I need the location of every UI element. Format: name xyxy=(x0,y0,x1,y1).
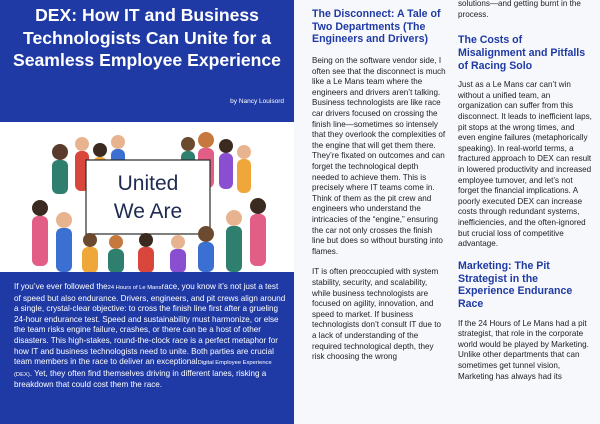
dex-link[interactable]: Digital Employee Experience (DEX) xyxy=(14,360,272,378)
article-column-2 xyxy=(458,0,592,382)
byline: by Nancy Louisord xyxy=(230,98,284,105)
le-mans-link[interactable]: 24 Hours of Le Mans xyxy=(107,285,162,291)
section-heading-disconnect: The Disconnect: A Tale of Two Departments (The Engineers and Drivers) xyxy=(312,8,441,46)
paragraph: IT is often preoccupied with system stability, security, and scalability, while business technologists are focused on agility, innovation, and speed to market. If business technologists don’t consult IT due to a lack of understanding of the required technological depth, they risk choosing the wrong xyxy=(312,267,441,362)
sign-text-line2: We Are xyxy=(113,200,183,223)
intro-text-1: If you’ve ever followed the xyxy=(14,282,108,291)
article-column-1 xyxy=(312,0,446,363)
team-illustration xyxy=(0,122,294,272)
united-we-are-illustration xyxy=(0,122,294,272)
intro-paragraph xyxy=(14,282,286,391)
section-heading-misalignment: The Costs of Misalignment and Pitfalls of Racing Solo xyxy=(458,34,586,72)
intro-text-2: race, you know it’s not just a test of speed but also endurance. Drivers, engineers, and pit crews align around a single, crystal-clear objective: to cross the finish line first after a grueling 24-hour endurance test. Speed and sustainability must harmonize, or else the team risks engine failure, crashes, or there can be a host of other disasters. This high-stakes, round-the-clock race is a perfect metaphor for how IT and business technologists need to unite. Both parties are crucial team members in the race to deliver an exceptional xyxy=(14,282,286,367)
article-title: DEX: How IT and Business Technologists Can Unite for a Seamless Employee Experience xyxy=(13,5,281,70)
paragraph: Being on the software vendor side, I often see that the disconnect is much like a Le Mans team where the engineers and drivers aren’t talking. Business technologists are like race car drivers focused on crossing the finish line—sometimes so intensely that they overlook the complexities of the engine that will get them there. They’re fixated on outcomes and can forget the technological depth needed to achieve them. This is precisely where IT teams come in. Think of them as the pit crew and engineers who understand the intricacies of the “engine,” ensuring the car not only crosses the finish line but does so without bursting into flames. xyxy=(312,56,446,256)
left-panel xyxy=(0,0,294,424)
intro-text-3: . Yet, they often find themselves driving in different lanes, risking a breakdown that could cost them the race. xyxy=(14,368,267,390)
paragraph: solutions—and getting burnt in the process. xyxy=(458,0,581,19)
section-heading-marketing: Marketing: The Pit Strategist in the Experience Endurance Race xyxy=(458,259,573,310)
paragraph: If the 24 Hours of Le Mans had a pit strategist, that role in the corporate world would be played by Marketing. Unlike other departments that can sometimes get tunnel vision, Marketing has always had its xyxy=(458,318,589,381)
paragraph: Just as a Le Mans car can’t win without a unified team, an organization can suffer from this disconnect. It leads to inefficient laps, pit stops at the wrong times, and even engine failures (metaphorically speaking). In real-world terms, a fractured approach to DEX can result in lowered productivity and increased employee turnover, and let’s not forget the financial implications. A poorly executed DEX can increase costs through redundant systems, inefficiencies, and the often-ignored but crucial loss of competitive advantage. xyxy=(458,80,592,249)
sign-text-line1: United xyxy=(117,172,179,195)
